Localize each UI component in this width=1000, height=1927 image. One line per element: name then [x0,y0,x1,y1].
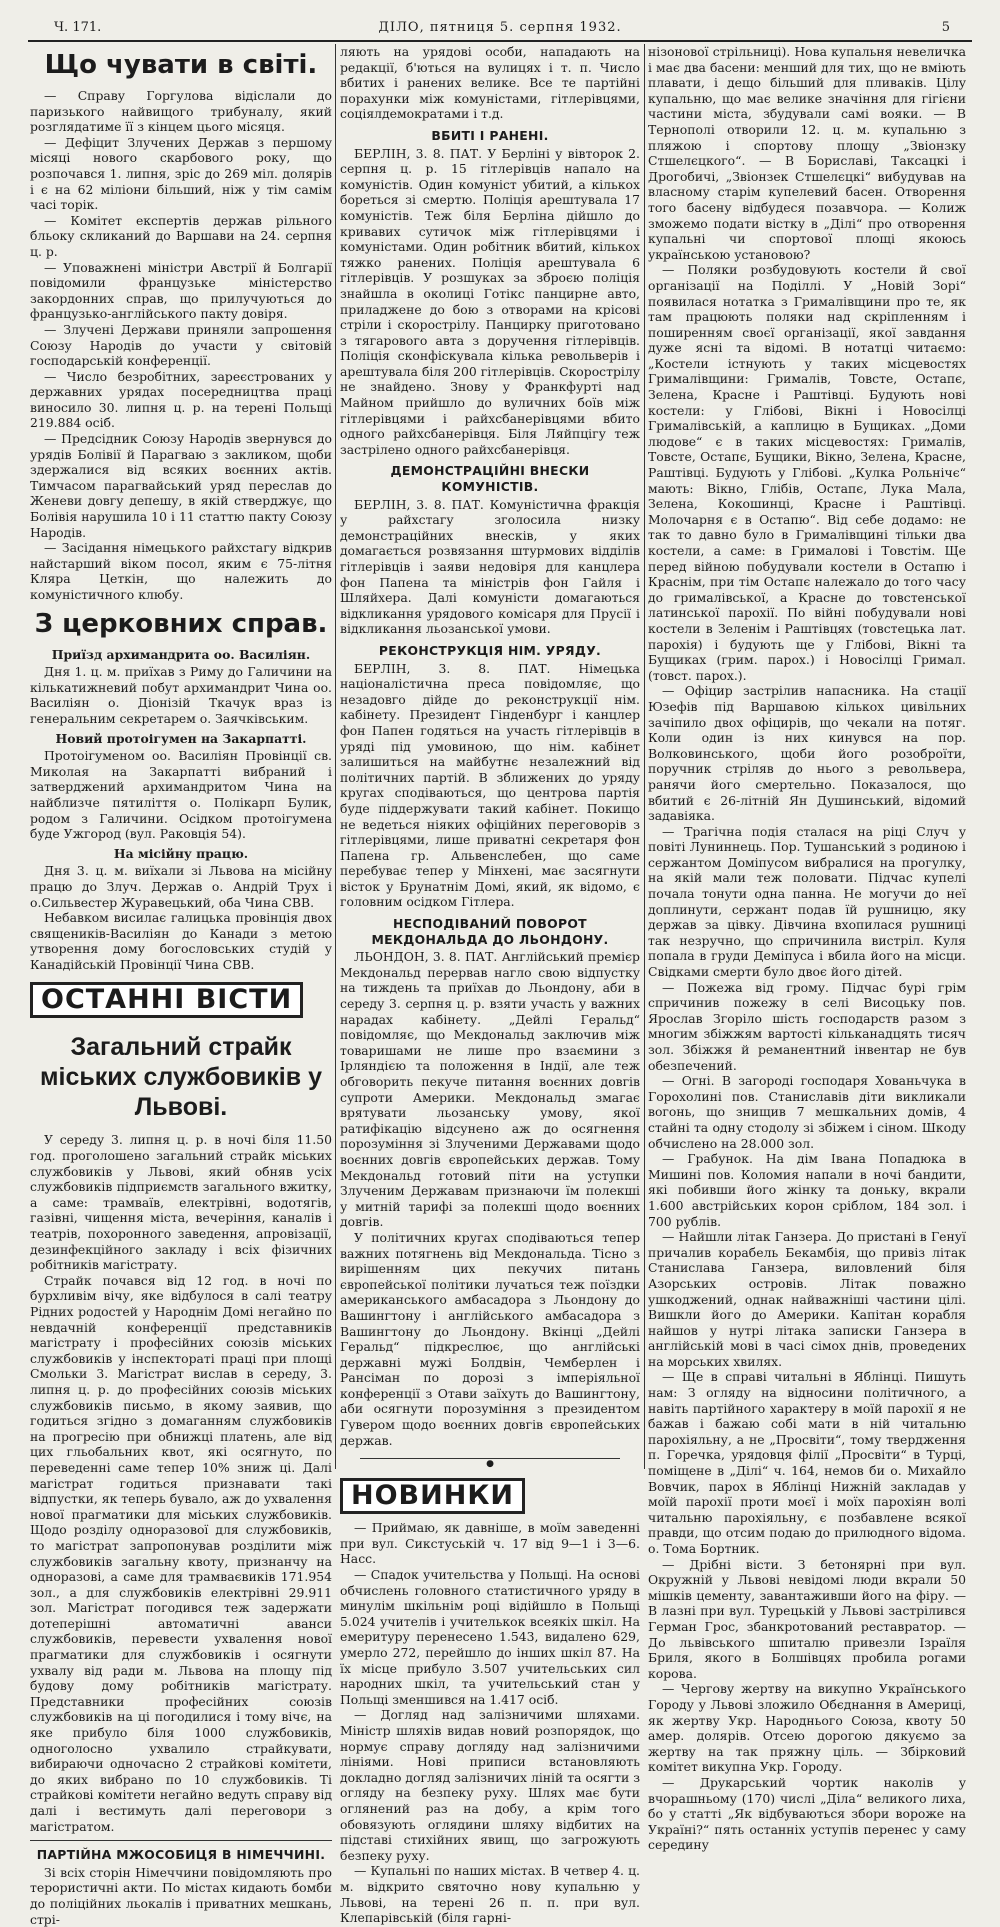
world-item: — Предсідник Союзу Народів звернувся до урядів Болівії й Парагваю з закликом, щоби здержалися від всяких воєнних актів. Тимчасом парагвайський уряд переслав до Женеви довгу депешу, в якій стверджує, що Болівія нарушила 10 і 11 статтю пакту Союзу Народів. [30,431,332,540]
column-3 [648,44,966,1853]
strike-paragraph: У середу 3. липня ц. р. в ночі біля 11.50 год. проголошено загальний страйк міських службовиків у Львові, який обняв усіх службовиків підприємств загального вжитку, а саме: трамваїв, електрівні, водотягів, газівні, чищення міста, вечеріння, каналів і театрів, похоронного заведення, апровізації, дезинфекційного закладу і всіх фізичних робітників магістрату. [30,1132,332,1273]
news-item: — Грабунок. На дім Івана Попадюка в Мишині пов. Коломия напали в ночі бандити, які побивши його жінку та доньку, вкрали 1.600 австрійських корон сріблом, 184 зол. і 700 рублів. [648,1151,966,1229]
news-banner: НОВИНКИ [340,1478,525,1514]
column-2 [340,44,640,1926]
killed-paragraph: БЕРЛІН, 3. 8. ПАТ. У Берліні у вівторок 2. серпня ц. р. 15 гітлерівців напало на комуністів. Один комуніст убитий, а кількох бореться зі смертю. Поліція арештувала 17 комуністів. Теж біля Берліна дійшло до кривавих сутичок між гітлерівцями і комуністами. Один робітник вбитий, кількох тяжко ранених. Поліція арештувала 6 гітлерівців. У розшуках за зброєю поліція знайшла в околиці Готікс панцирне авто, приладжене до бою з отворами на крісові стріли і скорострілу. Панцирку приготовано з тягарового авта з доручення гітлерівців. Поліція сконфіскувала кілька револьверів і арештувала біля 200 гітлерівців. Скорострілу не знайдено. Знову у Франкфурті над Майном прийшло до вуличних боїв між гітлерівцями і райхсбанерівцями вбито одного райхсбанерівця. Біля Ляйпцігу теж застрілено одного райхсбанерівця. [340,145,640,457]
church-paragraph: Протоігуменом оо. Василіян Провінції св. Миколая на Закарпатті вибраний і затверджений архимандритом Чина на найблизче пятиліття о. Полікарп Булик, родом з Галичини. Осідком протоігумена буде Ужгород (вул. Раковція 54). [30,748,332,842]
news-item: — Трагічна подія сталася на ріці Случ у повіті Луниннець. Пор. Тушанський з родиною і сержантом Доміпусом вибралися на прогулку, на якій мали теж половати. Підчас купелі почала тонути одна панна. Не могучи до неї доплинути, сержант подав їй рушницю, яку держав за цівку. Дівчина вхопилася рушниці так незручно, що спричинила вистріл. Куля попала в груди Деміпуса і вбила його на місци. Свідками смерти було двоє його дітей. [648,823,966,980]
continued-paragraph: ляють на урядові особи, нападають на редакції, б'ються на вулицях і т. п. Число вбитих і ранених велике. Все те партійні порахунки між комуністами, гітлерівцями, соціялдемократами і т.д. [340,44,640,122]
reconstruction-headline: РЕКОНСТРУКЦІЯ НІМ. УРЯДУ. [378,642,602,658]
news-item: — Поляки розбудовують костели й свої організації на Поділлі. У „Новій Зорі“ появилася нотатка з Грималівщини про те, як там працюють поляки над скріпленням і поширенням своєї організації, якої завдання дуже ясні та відомі. В нотатці читаємо: „Костели істнують у таких місцевостях Грималівщини: Грималів, Товсте, Остапє, Зелена, Красне і Раштівці. Будують нові костели: у Глібові, Вікні і Новосілці Грималівській, а каплицю в Бущиках. „Доми людове“ є в таких місцевостях: Грималів, Товсте, Остапє, Бущики, Вікно, Зелена, Красне, Раштівці. Будують у Глібові. „Кулка Рольнічє“ мають: Вікно, Глібів, Остапє, Лука Мала, Зелена, Кокошинці, Красне і Раштівці. Молочарня є в Остапю“. Від себе додамо: не так то давно було в Грималівщині тільки два костели, а саме: в Грималові і Товстім. Ще перед війною побудували костели в Остапю і Краснім, при тім Остапє належало до того часу до грималівської, а Красне до товстенської латинської парохії. По війні побудували нові костели в Зеленім і Раштівцях (товстецька лат. парохія) і будують ще у Глібові, Вікні та Бущиках (грим. парох.) і Новосілці Гримал. (товст. парох.). [648,262,966,683]
continued-paragraph: нізонової стрільниці). Нова купальня невеличка і має два басени: менший для тих, що не вміють плавати, і дещо більший для пливаків. Цілу купальню, що має велике значіння для гігієни частини міста, збудували самі вояки. — В Тернополі отворили 12. ц. м. купальню з пляжою і спортову площу „Звіонзку Стшелєцкого“. — В Бориславі, Таксацкі і Дрогобичі, „Звіонзек Стшелєцкі“ вибудував на власному старім купелевий басен. Отворення того басену відбудеся позавчора. — Колиж зможемо подати вістку в „Ділі“ про отворення купальні чи спортової площі якоюсь українською установою? [648,44,966,262]
news-item: — Купальні по наших містах. В четвер 4. ц. м. відкрито святочно нову купальню у Львові, на терені 26 п. п. при вул. Клепарівській (біля гарні- [340,1863,640,1926]
world-item: — Дефіцит Злучених Держав з першому місяці нового скарбового року, що розпочався 1. липня, зріс до 269 міл. долярів і є на 62 міліони більший, ніж у тім самім часі торік. [30,134,332,213]
church-subhead: На місійну працю. [113,845,249,861]
motions-paragraph: БЕРЛІН, 3. 8. ПАТ. Комуністична фракція у райхстагу зголосила низку демонстраційних внесків, у яких домагається розвязання штурмових відділів гітлерівців і заяви недовіря для канцлера фон Папена та міністрів фон Гайля і Шляйхера. Далі комуністи домагаються відкликання урядового комісаря для Прусії і відкликання льозанської умови. [340,496,640,637]
ornament-rule [340,1454,640,1470]
strike-headline: Загальний страйк міських службовиків у Львові. [40,1033,322,1122]
ornament-dot-icon: ● [480,1459,500,1469]
world-item: — Уповажнені міністри Австрії й Болгарії повідомили французьке міністерство закордонних справ, що прилучуються до французько-англійського пакту довіря. [30,259,332,322]
macdonald-paragraph: ЛЬОНДОН, 3. 8. ПАТ. Англійський премієр Мекдональд перервав нагло свою відпустку на тиждень та приїхав до Льондону, аби в середу 3. серпня ц. р. взяти участь у важних нарадах кабінету. „Дейлі Геральд“ повідомляє, що Мекдональд заключив між товаришами не лише про взаємини з Ірляндією та положення в Індії, але теж обговорить пекуче питання воєнних довгів супроти Америки. Мекдональд змагає врятувати льозанську умову, якої ратифікацію відсунено аж до осягнення порозуміння зі Злученими Державами щодо воєнних довгів європейських держав. Тому Мекдональд готовий піти на уступки Злученим Державам признаючи їм полекші у митній тарифі за полекші щодо воєнних довгів. [340,949,640,1230]
news-item: — Пожежа від грому. Підчас бурі грім спричинив пожежу в селі Висоцьку пов. Ярослав Згоріло шість господарств разом з многим збіжжям вартості кільканадцять тисяч зол. Збіжжя й реманентний інвентар не був обезпечений. [648,979,966,1073]
party-paragraph: Зі всіх сторін Німеччини повідомляють про терористичні акти. По містах кидають бомби до поліційних льокалів і приватних мешкань, стрі- [30,1864,332,1927]
church-subhead: Новий протоігумен на Закарпатті. [55,730,307,746]
motions-headline: ДЕМОНСТРАЦІЙНІ ВНЕСКИ КОМУНІСТІВ. [390,463,590,495]
killed-headline: ВБИТІ І РАНЕНІ. [431,127,549,143]
world-news-title: Що чувати в світі. [44,50,318,80]
column-1 [30,44,332,1927]
macdonald-headline: НЕСПОДІВАНИЙ ПОВОРОТ МЕКДОНАЛЬДА ДО ЛЬОНДОНУ. [371,916,609,947]
news-item: — Ще в справі читальні в Яблінці. Пишуть нам: З огляду на відносини політичного, а навіть партійного характеру в моїй парохії я не бажав і бажаю собі мати в ній читальню парохіяльну, а не „Просвіти“, тому твердження п. Горечка, урядовця філії „Просвіти“ в Турці, поміщене в „Ділі“ ч. 164, немов би о. Михайло Вовчик, парох в Яблінці Нижній закладав у моїй парохії проти моєї і моїх парохіян волі читальню парохіяльну, є позбавлене всякої правди, що отсим подаю до прилюдного відома. о. Тома Бортник. [648,1369,966,1556]
reconstruction-paragraph: БЕРЛІН, 3. 8. ПАТ. Німецька націоналістична преса повідомляє, що незадовго дійде до реконструкції нім. кабінету. Президент Гінденбург і канцлер фон Папен годяться на участь гітлерівців в уряді під умовиною, що нім. кабінет залишиться на майбутнє незалежний від політичних партій. В зближених до уряду кругах сподіваються, що центрова партія буде піддержувати такий кабінет. Покищо не ведеться ніяких офіційних переговорів з гітлерівцями, лише приватні секретаря фон Папена гр. Альвенслебен, що саме перебуває тепер у Мінхені, має засягнути вісток у Брунатнім Домі, який, як відомо, є головним осідком Гітлера. [340,660,640,910]
news-item: — Офіцир застрілив напасника. На стації Юзефів під Варшавою кількох цивільних зачіпило двох офіцирів, що чекали на потяг. Коли один із них кинувся на пор. Волковинського, щоби його розоброїти, поручник стріляв до нього з револьвера, ранячи його смертельно. Показалося, що вбитий є 26-літній Ян Душинський, відомий задавіяка. [648,683,966,824]
world-item: — Засідання німецького райхстагу відкрив найстарший віком посол, яким є 75-літня Кляра Цеткін, що належить до комуністичного клюбу. [30,540,332,602]
world-item: — Справу Горгулова відіслали до паризького найвищого трибуналу, який розглядатиме її з кінцем цього місяця. [30,88,332,135]
church-paragraph: Дня 3. ц. м. виїхали зі Львова на місійну працю до Злуч. Держав о. Андрій Трух і о.Сильвестер Журавецький, оба Чина СВВ. [30,863,332,910]
news-item: — Догляд над залізничими шляхами. Міністр шляхів видав новий розпорядок, що нормує справу догляду над залізничими лініями. Нові приписи встановляють докладно догляд залізничих ліній та осягти з огляду на безпеку руху. Шлях має бути оглянений раз на добу, а крім того обовязують оглядини шляху відбитих на підставі стихійних явищ, що загрожують безпеку руху. [340,1707,640,1863]
news-item: — Друкарський чортик наколів у вчорашньому (170) числі „Діла“ великого лиха, бо у статті „Як відбуваються збори вороже на Україні?“ пять останніх уступів перенес у саму середину [648,1774,966,1853]
last-news-banner: ОСТАННІ ВІСТИ [30,982,303,1018]
party-headline: ПАРТІЙНА МЖОСОБИЦЯ В НІМЕЧЧИНІ. [36,1847,326,1863]
world-item: — Число безробітних, зареєстрованих у державних урядах посередництва праці виносило 30. липня ц. р. на терені Польщі 219.884 осіб. [30,368,332,431]
news-item: — Чергову жертву на викупно Українського Городу у Львові зложило Обєднання в Америці, як жертву Укр. Народнього Союза, квоту 50 амер. долярів. Отсею дорогою дякуємо за жертву на так пряжну ціль. — Збірковий комітет викупна Укр. Городу. [648,1681,966,1775]
news-item: — Огні. В загороді господаря Хованьчука в Горохолині пов. Станиславів діти викликали вогонь, що знищив 7 мешкальних домів, 4 стайні та одну стодолу зі збіжем і сіном. Шкоду обчислено на 28.000 зол. [648,1073,966,1151]
world-item: — Злучені Держави приняли запрошення Союзу Народів до участи у світовій господарській конференції. [30,321,332,369]
news-item: — Найшли літак Ганзера. До пристані в Генуї причалив корабель Бекамбія, що привіз літак Станислава Ганзера, виловлений біля Азорських островів. Літак поважно ушкоджений, однак найважніші частини цілі. Вишкли його до Америки. Капітан корабля найшов у нутрі літака записки Ганзера в англійській мові в часі сімох днів, проведених на морських хвилях. [648,1229,966,1369]
church-paragraph: Дня 1. ц. м. приїхав з Риму до Галичини на кількатижневий побут архимандрит Чина оо. Василіян о. Діонізій Ткачук враз із генеральним секретарем о. Заячківським. [30,664,332,726]
church-subhead: Приїзд архимандрита оо. Василіян. [51,646,311,662]
news-item: — Дрібні вісти. З бетонярні при вул. Окружній у Львові невідомі люди вкрали 50 мішків цементу, завантаживши його на фіру. — В лазні при вул. Турецькій у Львові застрілився Герман Грос, збанкротований реставратор. — До львівського шпиталю привезли Ізраїля Бриля, якого в Болшівцях пробила рогами корова. [648,1556,966,1681]
masthead [28,18,972,42]
church-news-title: З церковних справ. [34,608,328,639]
news-item: — Приймаю, як давніше, в моїм заведенні при вул. Сикстуській ч. 17 від 9—1 і 3—6. Насс. [340,1520,640,1567]
strike-paragraph: Страйк почався від 12 год. в ночі по бурхливім вічу, яке відбулося в салі театру Рідних родостей у Народнім Домі негайно по невдачній конференції представників магістрату і професійних союзів міських службовиків у інспектораті праці при площі Смольки 3. Магістрат вислав в середу, 3. липня ц. р. до професійних союзів міських службовиків письмо, в якому заявив, що годиться згідно з домаганням службовиків на прогресію при обнижці платень, але від цих гльобальних квот, які осягнуто, по переведенні саме тепер 10% зниж ці. Далі магістрат годиться признавати такі відпустки, як теперь бувало, аж до ухвалення нової прагматики для міських службовиків. Щодо розділу одноразової для службовиків, то магістрат запропонував розділити між службовиків загальну квоту, признанчу на одноразові, а саме для трамваєвиків 171.954 зол., а для службовиків електрівні 29.911 зол. Магістрат погодився теж задержати дотеперішні автоматичні аванси службовиків, перевести ухвалення нової прагматики для службовиків і осягнути ухвалу від ради м. Львова на площу під будову дому робітників магістрату. Представники професійних союзів службовиків на ці погодилися і тому вічє, на яке прибуло біля 1000 службовиків, одноголосно ухвалило страйкувати, вибираючи одночасно 2 страйкові комітети, до яких вибрано по 10 службовиків. Ті страйкові комітети негайно ведуть справу від далі і вестимуть далі переговори з магістратом. [30,1272,332,1834]
world-item: — Комітет експертів держав рільного бльоку скликаний до Варшави на 24. серпня ц. р. [30,212,332,259]
column-divider [335,44,336,1469]
paper-date: ДІЛО, пятниця 5. серпня 1932. [378,20,622,35]
news-item: — Спадок учительства у Польщі. На основі обчислень головного статистичного уряду в минулім шкільнім році відійшло в Польщі 5.024 учителів і учителькок всеякіх шкіл. На емеритуру перенесено 1.543, видалено 629, умерло 272, перейшло до інших шкіл 87. На їх місце прибуло 3.507 учительських сил народних шкіл, та учительський стан у Польщі зменшився на 1.417 осіб. [340,1567,640,1707]
section-rule [30,1840,332,1841]
issue-number: Ч. 171. [54,20,102,35]
macdonald-paragraph: У політичних кругах сподіваються тепер важних потягнень від Мекдональда. Тісно з вирішенням цих пекучих питань європейської політики лучаться теж поїздки американського амбасадора з Льондону до Вашингтону і англійського амбасадора з Вашингтону до Льондону. Вкінці „Дейлі Геральд“ підкреслює, що англійські державні мужі Болдвін, Чемберлен і Рансіман по дорозі з імперіяльної конференції з Отави заїхуть до Вашингтону, аби осягнути порозуміння з президентом Гувером щодо воєнних довгів європейських держав. [340,1229,640,1448]
page-number: 5 [941,20,950,35]
church-paragraph: Небавком висилає галицька провінція двох священиків-Василіян до Канади з метою утворення дому богословських студій у Канадійській Провінції Чина СВВ. [30,910,332,972]
column-divider [644,44,645,1469]
